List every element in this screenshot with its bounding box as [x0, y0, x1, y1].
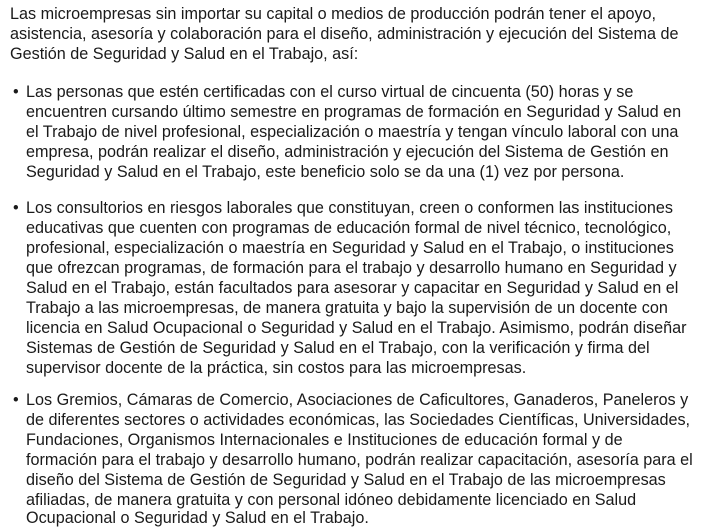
bullet-line: Las personas que estén certificadas con el curso virtual de cincuenta (50) horas y se	[26, 83, 634, 101]
bullet-line: Los Gremios, Cámaras de Comercio, Asociaciones de Caficultores, Ganaderos, Paneleros y	[26, 391, 689, 409]
bullet-marker: •	[13, 83, 19, 101]
intro-line: Gestión de Seguridad y Salud en el Trabajo, así:	[10, 45, 359, 63]
bullet-line: que ofrezcan programas, de formación para el trabajo y desarrollo humano en Seguridad y	[26, 259, 677, 277]
intro-line: Las microempresas sin importar su capital o medios de producción podrán tener el apoyo,	[10, 5, 657, 23]
bullet-line: Fundaciones, Organismos Internacionales e Instituciones de educación formal y de	[26, 431, 623, 449]
bullet-line: licencia en Salud Ocupacional o Seguridad y Salud en el Trabajo. Asimismo, podrán diseñar	[26, 319, 687, 337]
bullet-line: profesional, especialización o maestría en Seguridad y Salud en el Trabajo, o instituciones	[26, 239, 674, 257]
bullet-line: afiliadas, de manera gratuita y con personal idóneo debidamente licenciado en Salud	[26, 491, 637, 509]
bullet-line: Salud en el Trabajo, están facultados para asesorar y capacitar en Seguridad y Salud en el	[26, 279, 679, 297]
intro-line: asistencia, asesoría y colaboración para el diseño, administración y ejecución del Sistema de	[10, 25, 679, 43]
bullet-line: empresa, podrán realizar el diseño, administración y ejecución del Sistema de Gestión en	[26, 143, 669, 161]
bullet-line: Ocupacional o Seguridad y Salud en el Trabajo.	[26, 509, 369, 527]
bullet-line: el Trabajo de nivel profesional, especialización o maestría y tengan vínculo laboral con una	[26, 123, 679, 141]
bullet-line: supervisor docente de la práctica, sin costos para las microempresas.	[26, 359, 527, 377]
bullet-line: educativas que cuenten con programas de educación formal de nivel técnico, tecnológico,	[26, 219, 672, 237]
bullet-line: de diferentes sectores o actividades económicas, las Sociedades Científicas, Universidades,	[26, 411, 691, 429]
bullet-line: formación para el trabajo y desarrollo humano, podrán realizar capacitación, asesoría para el	[26, 451, 693, 469]
bullet-line: Seguridad y Salud en el Trabajo, este beneficio solo se da una (1) vez por persona.	[26, 163, 625, 181]
bullet-line: Sistemas de Gestión de Seguridad y Salud en el Trabajo, con la verificación y firma del	[26, 339, 650, 357]
bullet-line: Trabajo a las microempresas, de manera gratuita y bajo la supervisión de un docente con	[26, 299, 668, 317]
bullet-marker: •	[13, 199, 19, 217]
bullet-line: encuentren cursando último semestre en programas de formación en Seguridad y Salud en	[26, 103, 682, 121]
bullet-line: diseño del Sistema de Gestión de Seguridad y Salud en el Trabajo de las microempresas	[26, 471, 666, 489]
bullet-line: Los consultorios en riesgos laborales que constituyan, creen o conformen las instituciones	[26, 199, 673, 217]
bullet-marker: •	[13, 391, 19, 409]
